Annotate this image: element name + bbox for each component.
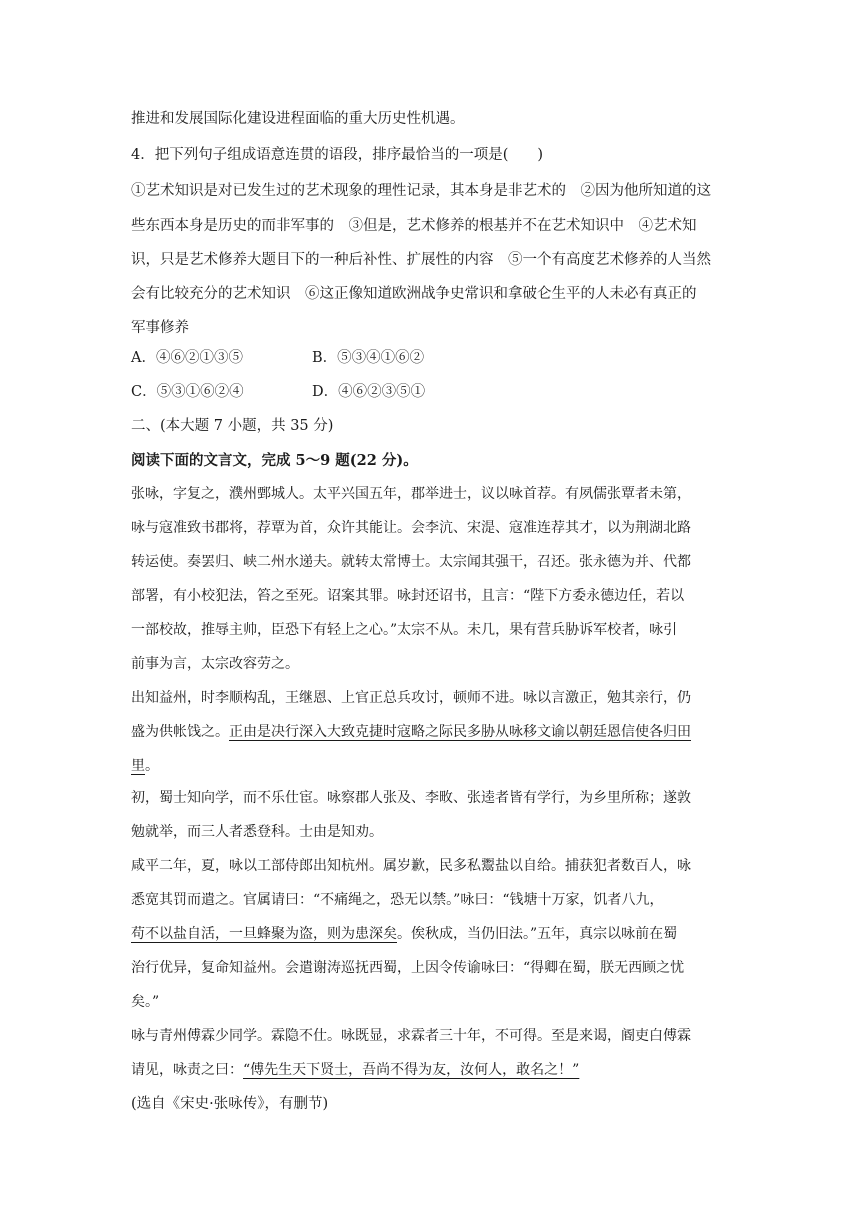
underlined-translation-sentence-end: 里 bbox=[131, 758, 145, 774]
passage-line: 一部校故，推辱主帅，臣恐下有轻上之心。”太宗不从。未几，果有营兵胁诉军校者，咏引 bbox=[131, 622, 678, 638]
passage-text: 盛为供帐饯之。 bbox=[131, 724, 229, 740]
passage-line bbox=[131, 924, 677, 944]
passage-line: 初，蜀士知向学，而不乐仕宦。咏察郡人张及、李畋、张逵者皆有学行，为乡里所称；遂敦 bbox=[131, 790, 691, 806]
section-2-heading: 二、(本大题 7 小题，共 35 分) bbox=[131, 418, 334, 434]
passage-line: 治行优异，复命知益州。会遣谢涛巡抚西蜀，上因令传谕咏曰：“得卿在蜀，朕无西顾之忧 bbox=[131, 960, 685, 976]
question-4-body-line: 会有比较充分的艺术知识 ⑥这正像知道欧洲战争史常识和拿破仑生平的人未必有真正的 bbox=[131, 286, 697, 302]
option-d: D．④⑥②③⑤① bbox=[312, 384, 426, 400]
passage-line bbox=[131, 756, 159, 776]
passage-line: 咏与青州傅霖少同学。霖隐不仕。咏既显，求霖者三十年，不可得。至是来谒，阍吏白傅霖 bbox=[131, 1028, 691, 1044]
intro-tail-text: 推进和发展国际化建设进程面临的重大历史性机遇。 bbox=[131, 111, 465, 127]
underlined-translation-sentence: 正由是决行深入大致克捷时寇略之际民多胁从咏移文谕以朝廷恩信使各归田 bbox=[229, 724, 691, 740]
question-4-body-line: ①艺术知识是对已发生过的艺术现象的理性记录，其本身是非艺术的 ②因为他所知道的这 bbox=[131, 183, 711, 199]
option-b: B．⑤③④①⑥② bbox=[312, 350, 425, 366]
question-4-body-line: 识，只是艺术修养大题目下的一种后补性、扩展性的内容 ⑤一个有高度艺术修养的人当然 bbox=[131, 252, 711, 268]
question-4-body-line: 些东西本身是历史的而非军事的 ③但是，艺术修养的根基并不在艺术知识中 ④艺术知 bbox=[131, 218, 697, 234]
passage-source: (选自《宋史·张咏传》，有删节) bbox=[131, 1096, 329, 1112]
passage-line: 部署，有小校犯法，笞之至死。诏案其罪。咏封还诏书，且言：“陛下方委永德边任，若以 bbox=[131, 588, 685, 604]
passage-text: 请见，咏责之曰： bbox=[131, 1062, 243, 1078]
underlined-translation-sentence: “傅先生天下贤士，吾尚不得为友，汝何人，敢名之！” bbox=[243, 1062, 580, 1078]
passage-line bbox=[131, 722, 691, 742]
option-a: A．④⑥②①③⑤ bbox=[131, 350, 243, 366]
passage-line: 矣。” bbox=[131, 994, 160, 1010]
passage-line bbox=[131, 1060, 579, 1080]
passage-line: 勉就举，而三人者悉登科。士由是知劝。 bbox=[131, 824, 383, 840]
question-4-body-line: 军事修养 bbox=[131, 320, 189, 336]
option-c: C．⑤③①⑥②④ bbox=[131, 384, 244, 400]
passage-line: 张咏，字复之，濮州鄄城人。太平兴国五年，郡举进士，议以咏首荐。有夙儒张覃者未第， bbox=[131, 486, 691, 502]
passage-line: 前事为言，太宗改容劳之。 bbox=[131, 656, 299, 672]
passage-line: 咸平二年，夏，咏以工部侍郎出知杭州。属岁歉，民多私鬻盐以自给。捕获犯者数百人，咏 bbox=[131, 858, 691, 874]
passage-line: 咏与寇准致书郡将，荐覃为首，众许其能让。会李沆、宋湜、寇准连荐其才，以为荆湖北路 bbox=[131, 520, 691, 536]
passage-line: 转运使。奏罢归、峡二州水递夫。就转太常博士。太宗闻其强干，召还。张永德为并、代都 bbox=[131, 554, 691, 570]
question-4-stem: 4．把下列句子组成语意连贯的语段，排序最恰当的一项是( ) bbox=[131, 147, 544, 163]
underlined-translation-sentence: 苟不以盐自活，一旦蜂聚为盗，则为患深矣 bbox=[131, 926, 397, 942]
passage-text: 。俟秋成，当仍旧法。”五年，真宗以咏前在蜀 bbox=[397, 926, 678, 942]
passage-line: 出知益州，时李顺构乱，王继恩、上官正总兵攻讨，顿师不进。咏以言激正，勉其亲行，仍 bbox=[131, 690, 691, 706]
passage-text: 。 bbox=[145, 758, 159, 774]
reading-instruction: 阅读下面的文言文，完成 5～9 题(22 分)。 bbox=[131, 452, 418, 469]
passage-line: 悉宽其罚而遣之。官属请曰：“不痛绳之，恐无以禁。”咏曰：“钱塘十万家，饥者八九， bbox=[131, 892, 664, 908]
